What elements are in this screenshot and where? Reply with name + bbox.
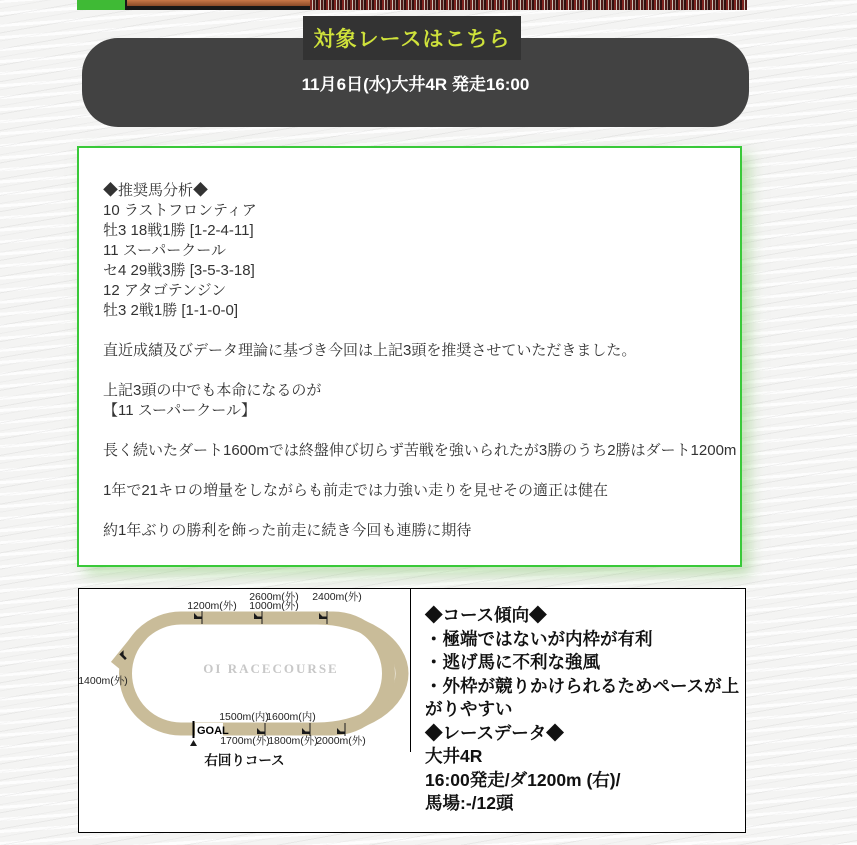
analysis-box <box>77 146 742 567</box>
analysis-line: 約1年ぶりの勝利を飾った前走に続き今回も連勝に期待 <box>103 522 472 539</box>
course-diagram <box>79 589 410 768</box>
target-race-label-text: 対象レースはこちら <box>313 28 511 51</box>
analysis-line: 牡3 2戦1勝 [1-1-0-0] <box>103 302 239 319</box>
banner-green-block <box>77 0 125 10</box>
analysis-lines <box>79 148 740 541</box>
course-label: 2400m(外) <box>312 591 362 603</box>
course-map <box>79 589 410 753</box>
course-info-line: ◆コース傾向◆ <box>425 605 547 625</box>
course-label: 1400m(外) <box>79 675 128 687</box>
course-label: 2000m(外) <box>316 735 366 747</box>
analysis-line: 直近成績及びデータ理論に基づき今回は上記3頭を推奨させていただきました。 <box>103 342 637 359</box>
course-label: 2600m(外) <box>249 591 299 603</box>
course-divider <box>410 589 411 752</box>
analysis-line <box>103 421 722 441</box>
banner-crowd-image <box>310 0 747 10</box>
course-label: 1500m(内) <box>219 711 269 723</box>
course-info-line: 16:00発走/ダ1200m (右)/ <box>425 769 621 790</box>
course-label: 1200m(外) <box>187 600 237 612</box>
analysis-line: 上記3頭の中でも本命になるのが <box>103 382 322 399</box>
course-label: 1700m(外) <box>220 735 270 747</box>
analysis-line: 長く続いたダート1600mでは終盤伸び切らず苦戦を強いられたが3勝のうち2勝はダート1200m <box>103 442 737 459</box>
course-label: OI RACECOURSE <box>203 661 339 676</box>
analysis-line: セ4 29戦3勝 [3-5-3-18] <box>103 262 255 279</box>
course-info-line: 大井4R <box>425 746 483 766</box>
course-info-line: ◆レースデータ◆ <box>425 722 564 743</box>
analysis-line: 1年で21キロの増量をしながらも前走では力強い走りを見せその適正は健在 <box>103 482 609 499</box>
course-section <box>78 588 746 833</box>
analysis-line: 12 アタゴテンジン <box>103 282 227 299</box>
course-caption: 右回りコース <box>204 753 285 768</box>
target-race-label <box>303 16 521 60</box>
analysis-line: 11 スーパークール <box>103 242 226 259</box>
course-info-lines <box>425 589 745 816</box>
race-title: 11月6日(水)大井4R 発走16:00 <box>301 75 530 94</box>
course-info-line: ・逃げ馬に不利な強風 <box>425 652 600 672</box>
analysis-line: 【11 スーパークール】 <box>103 402 256 419</box>
analysis-line <box>103 361 722 381</box>
analysis-line <box>103 321 722 341</box>
goal-line <box>193 721 195 738</box>
analysis-line: 牡3 18戦1勝 [1-2-4-11] <box>103 222 254 239</box>
goal-arrow <box>190 740 197 746</box>
analysis-line: ◆推奨馬分析◆ <box>103 182 209 199</box>
course-label: 1000m(外) <box>249 600 299 612</box>
analysis-line <box>103 461 722 481</box>
hero-banner[interactable] <box>77 0 747 10</box>
banner-orange-strip <box>127 0 310 6</box>
course-label: 1600m(内) <box>266 711 316 723</box>
course-info-line: ・極端ではないが内枠が有利 <box>425 628 653 649</box>
course-label: 1800m(外) <box>268 735 318 747</box>
course-info-line: 馬場:-/12頭 <box>425 793 514 813</box>
course-label: GOAL <box>197 725 229 737</box>
analysis-line: 10 ラストフロンティア <box>103 202 257 219</box>
course-info-line: ・外枠が競りかけられるためペースが上がりやすい <box>425 675 740 719</box>
analysis-line <box>103 501 722 521</box>
